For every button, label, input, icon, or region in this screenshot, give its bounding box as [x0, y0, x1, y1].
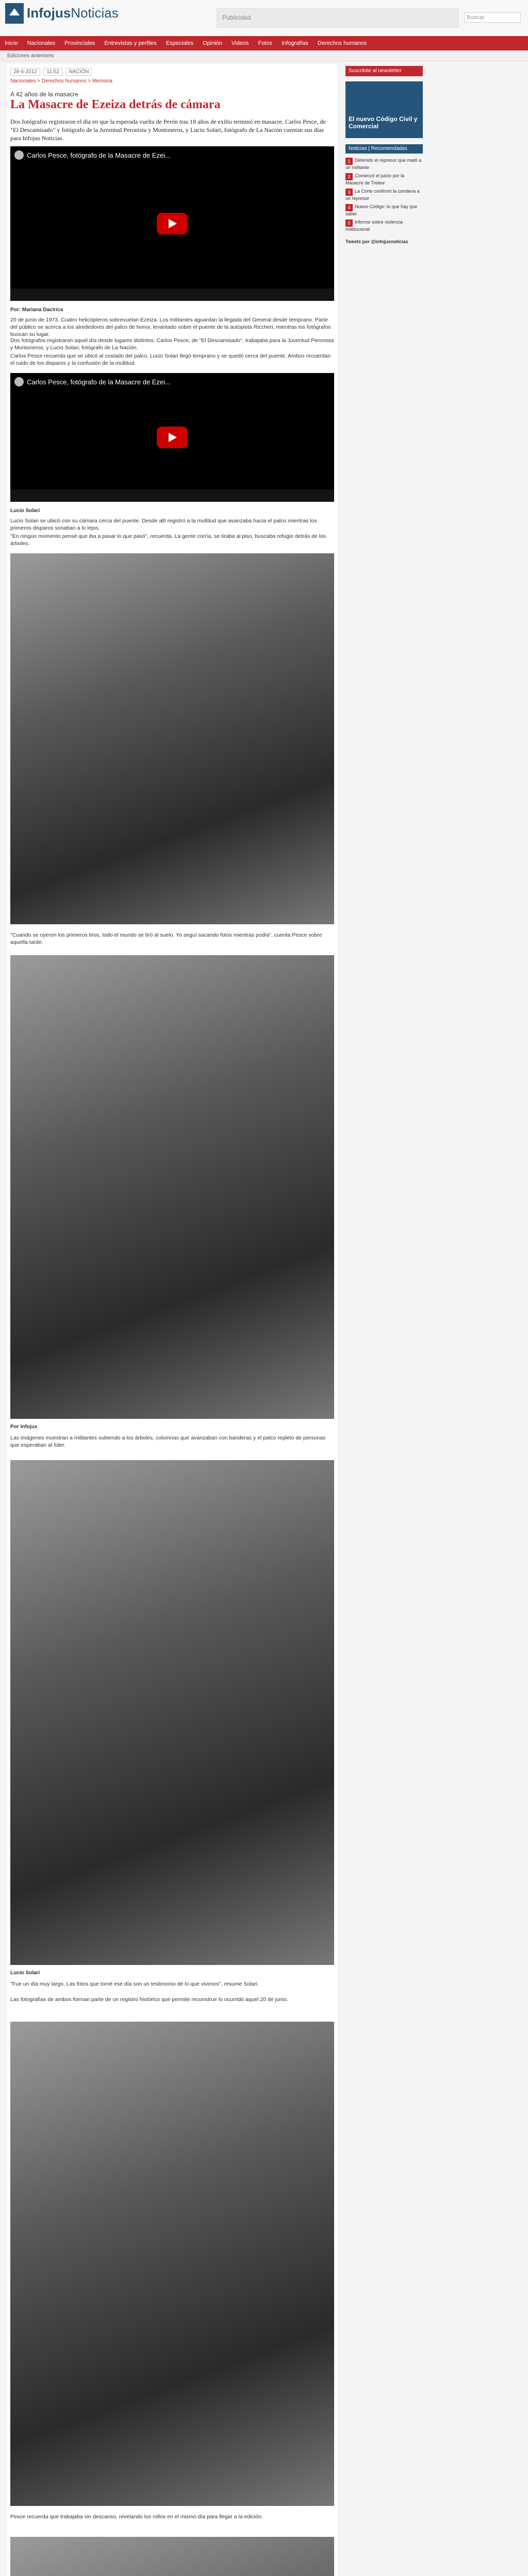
most-read-item[interactable]: 1 Detenido el represor que mató a un militante: [345, 158, 422, 170]
date-pill: 28-6-2012: [10, 68, 40, 76]
paragraph: Lucio Solari se ubicó con su cámara cerca del puente. Desde allí registró a la multitud que avanzaba hacia el palco mientras los primeros disparos sonaban a lo lejos.: [10, 518, 317, 531]
logo-icon[interactable]: [5, 3, 24, 24]
video-title[interactable]: Carlos Pesce, fotógrafo de la Masacre de Ezei...: [27, 378, 171, 386]
search-input[interactable]: Buscar: [464, 12, 521, 23]
nav-item[interactable]: Infografías: [281, 40, 308, 46]
logo-light: Noticias: [71, 5, 119, 21]
most-read-item[interactable]: 4 Nuevo Código: lo que hay que saber: [345, 204, 418, 216]
byline: Por: Mariana Dacirica: [10, 307, 63, 313]
article-photo[interactable]: [10, 2022, 334, 2506]
nav-item[interactable]: Especiales: [166, 40, 194, 46]
article-title: La Masacre de Ezeiza detrás de cámara: [10, 98, 221, 111]
nav-item[interactable]: Opinión: [203, 40, 223, 46]
most-read-item[interactable]: 5 Informe sobre violencia institucional: [345, 219, 403, 232]
nav-item[interactable]: Nacionales: [27, 40, 56, 46]
nav-item[interactable]: Entrevistas y perfiles: [104, 40, 157, 46]
photo-credit: Lucio Solari: [10, 508, 40, 514]
logo-main: Infojus: [27, 5, 71, 21]
nav-item[interactable]: Inicio: [5, 40, 18, 46]
newsletter-button[interactable]: Suscribite al newsletter: [345, 66, 423, 76]
site-logo[interactable]: [27, 5, 119, 21]
video-player-2[interactable]: [10, 373, 334, 502]
paragraph: "En ningún momento pensé que iba a pasar lo que pasó", recuerda. La gente corría, se tiraba al piso, buscaba refugio detrás de los árboles.: [10, 533, 326, 547]
site-header: [0, 0, 528, 36]
most-read-text[interactable]: La Corte confirmó la condena a un represor: [345, 189, 420, 201]
sidebar-ad[interactable]: [345, 81, 423, 138]
main-nav: [0, 36, 528, 50]
article-kicker: A 42 años de la masacre: [10, 91, 79, 98]
header-ad-label: Publicidad: [222, 14, 251, 21]
play-icon[interactable]: [157, 427, 188, 448]
nav-item[interactable]: Derechos humanos: [317, 40, 367, 46]
play-icon[interactable]: [157, 213, 188, 234]
video-controls[interactable]: [10, 289, 334, 301]
most-read-item[interactable]: 3 La Corte confirmó la condena a un represor: [345, 189, 420, 201]
photo-credit: Por Infojus: [10, 1424, 38, 1430]
subbar-text[interactable]: Ediciones anteriores: [7, 53, 54, 59]
paragraph: Las fotografías de ambos forman parte de un registro histórico que permite reconstruir lo ocurrido aquel 20 de junio.: [10, 1996, 288, 2003]
article-photo[interactable]: [10, 2537, 334, 2576]
most-read-item[interactable]: 2 Comenzó el juicio por la Masacre de Trelew: [345, 173, 405, 185]
section-pill[interactable]: NACIÓN: [65, 68, 92, 76]
tweets-header[interactable]: Tweets por @infojusnoticias: [345, 239, 408, 244]
channel-avatar: [14, 377, 24, 386]
time-pill: 11:52: [43, 68, 62, 76]
nav-item[interactable]: Fotos: [258, 40, 272, 46]
nav-item[interactable]: Provinciales: [64, 40, 95, 46]
paragraph: "Cuando se oyeron los primeros tiros, todo el mundo se tiró al suelo. Yo seguí sacando fotos mientras podía", cuenta Pesce sobre aquella tarde.: [10, 932, 322, 945]
article-meta: [10, 68, 94, 76]
most-read-text[interactable]: Detenido el represor que mató a un militante: [345, 158, 422, 170]
video-controls[interactable]: [10, 489, 334, 502]
article-lead: Dos fotógrafos registraron el día en que la esperada vuelta de Perón tras 18 años de exilio terminó en masacre. Carlos Pesce, de "El Descamisado" y fotógrafo de la Juventud Peronista y Montoneros, y Lucio Solari, fotógrafo de La Nación cuentan sus días para Infojus Noticias.: [10, 118, 326, 142]
most-read-text[interactable]: Informe sobre violencia institucional: [345, 219, 403, 232]
sidebar-ad-title: El nuevo Código Civil y Comercial: [349, 115, 418, 130]
paragraph: "Fue un día muy largo. Las fotos que tomé ese día son un testimonio de lo que vivimos", resume Solari.: [10, 1981, 259, 1987]
paragraph: Pesce recuerda que trabajaba sin descanso, revelando los rollos en el mismo día para llegar a la edición.: [10, 2514, 263, 2520]
header-ad[interactable]: [217, 8, 459, 28]
paragraph: Dos fotógrafos registraron aquel día desde lugares distintos. Carlos Pesce, de "El Descamisado", trabajaba para la Juventud Peronista y Montoneros, y Lucio Solari, fotógrafo de La Nación.: [10, 337, 334, 351]
photo-credit: Lucio Solari: [10, 1970, 40, 1976]
nav-item[interactable]: Videos: [232, 40, 249, 46]
most-read-text[interactable]: Comenzó el juicio por la Masacre de Trelew: [345, 173, 405, 185]
paragraph: Carlos Pesce recuerda que se ubicó al costado del palco. Lucio Solari llegó temprano y se quedó cerca del puente. Ambos recuerdan el ruido de los disparos y la confusión de la multitud.: [10, 353, 331, 366]
article-main: [7, 64, 337, 2576]
recommended-header: Noticias | Recomendadas: [345, 144, 423, 154]
paragraph: 20 de junio de 1973. Cuatro helicópteros sobrevuelan Ezeiza. Los militantes aguardan la llegada del General desde temprano. Parte del público se acerca a los alrededores del palco de honor, levantado sobre el puente de la autopista Riccheri, mientras los fotógrafos buscan su lugar.: [10, 317, 331, 337]
video-player-1[interactable]: [10, 146, 334, 301]
sub-bar: [0, 50, 528, 61]
article-photo[interactable]: [10, 553, 334, 924]
channel-avatar: [14, 150, 24, 160]
article-photo[interactable]: [10, 955, 334, 1419]
article-photo[interactable]: [10, 1460, 334, 1965]
breadcrumb[interactable]: Nacionales > Derechos humanos > Memoria: [10, 78, 112, 84]
video-title[interactable]: Carlos Pesce, fotógrafo de la Masacre de Ezei...: [27, 151, 171, 159]
paragraph: Las imágenes muestran a militantes subiendo a los árboles, columnas que avanzaban con banderas y el palco repleto de personas que esperaban al líder.: [10, 1435, 326, 1448]
most-read-text[interactable]: Nuevo Código: lo que hay que saber: [345, 204, 418, 216]
